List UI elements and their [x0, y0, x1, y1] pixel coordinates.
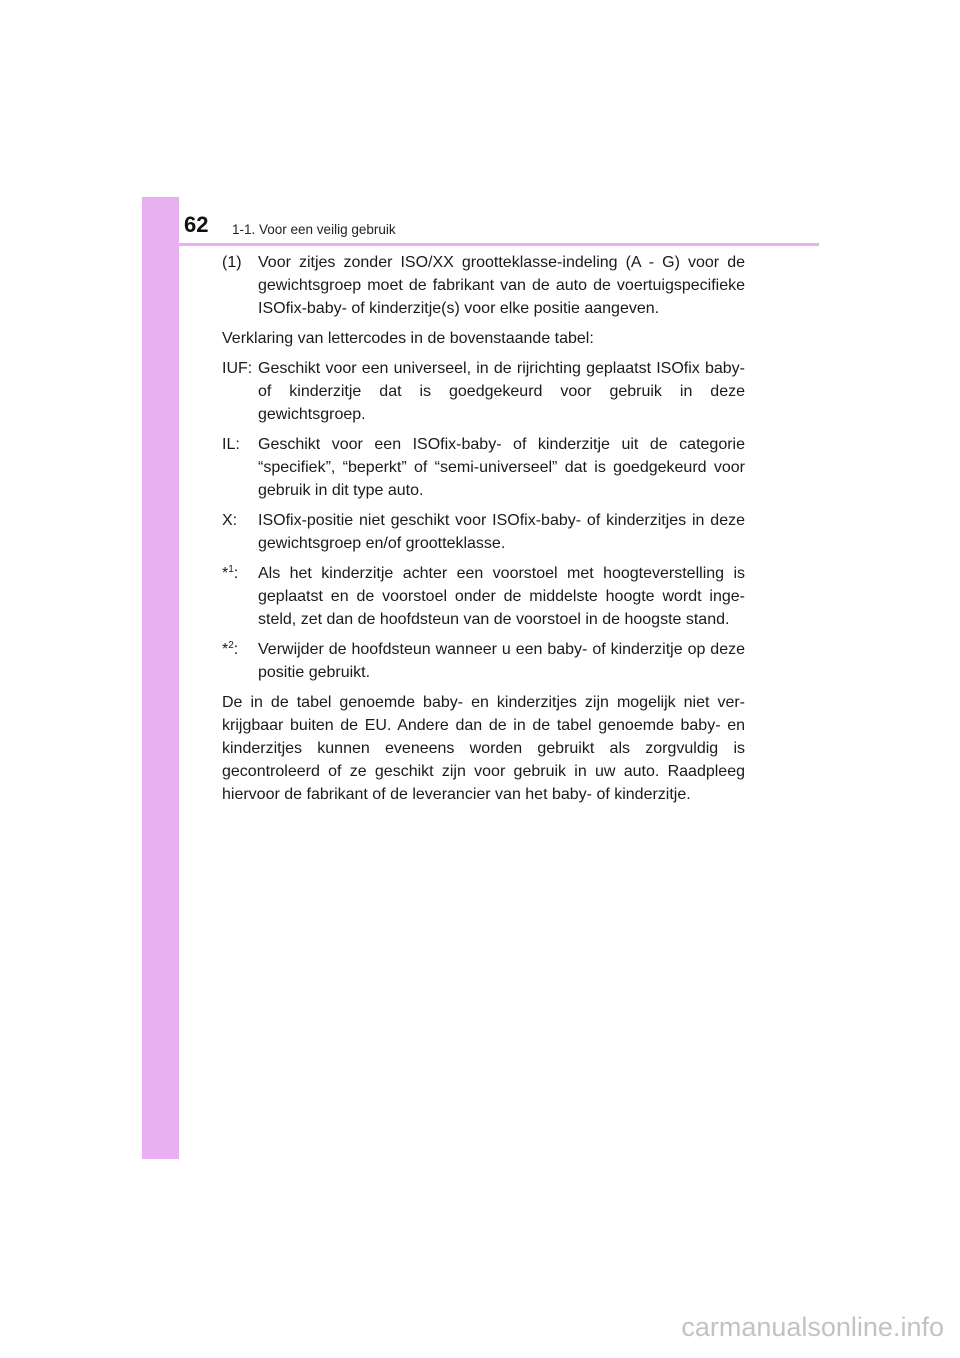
- legend-item-il: [222, 433, 745, 502]
- note-1-label: (1): [222, 254, 242, 271]
- legend-code: X:: [222, 512, 238, 529]
- footnote-asterisk: *: [222, 641, 229, 658]
- footnote-number: 2: [228, 640, 234, 651]
- legend-text: Geschikt voor een universeel, in de rijrichting geplaatst ISOfix baby- of kinderzitje dat is goedgekeurd voor gebruik in deze gewichtsgroep.: [258, 360, 745, 423]
- note-1-text: Voor zitjes zonder ISO/XX grootteklasse-indeling (A - G) voor de gewichtsgroep moet de fabrikant van de auto de voertuigspecifieke ISOfix-baby- of kinderzitje(s) voor elke positie aangeven.: [258, 254, 745, 317]
- footnote-text: Verwijder de hoofdsteun wanneer u een baby- of kinderzitje op deze positie gebruikt.: [258, 641, 745, 681]
- watermark: carmanualsonline.info: [681, 1312, 944, 1342]
- footnote-2: [222, 638, 745, 684]
- side-color-band: [142, 197, 179, 1159]
- footnote-number: 1: [228, 564, 234, 575]
- legend-item-iuf: [222, 357, 745, 426]
- legend-text: ISOfix-positie niet geschikt voor ISOfix-baby- of kinderzitjes in deze gewichtsgroep en/of grootteklasse.: [258, 512, 745, 552]
- header-rule: [142, 243, 819, 246]
- footnote-colon: :: [233, 565, 239, 582]
- footnote-asterisk: *: [222, 565, 229, 582]
- footnote-1: [222, 562, 745, 631]
- legend-code: IL:: [222, 436, 240, 453]
- legend-item-x: [222, 509, 745, 555]
- footnote-marker: [222, 562, 238, 585]
- footnote-marker: [222, 638, 238, 661]
- page-number: 62: [184, 212, 209, 237]
- legend-code: IUF:: [222, 360, 253, 377]
- legend-text: Geschikt voor een ISOfix-baby- of kinderzitje uit de categorie “specifiek”, “beperkt” of “semi-universeel” dat is goedgekeurd voor gebruik in dit type auto.: [258, 436, 745, 499]
- footnote-colon: :: [233, 641, 239, 658]
- footnote-text: Als het kinderzitje achter een voorstoel met hoogteverstelling is geplaatst en de voorstoel onder de middelste hoogte wordt ingesteld, zet dan de hoofdsteun van de voorstoel in de hoogste stand.: [258, 565, 745, 628]
- section-title: 1-1. Voor een veilig gebruik: [232, 222, 396, 237]
- legend-intro: Verklaring van lettercodes in de bovenstaande tabel:: [222, 330, 594, 347]
- page-content: [222, 251, 745, 813]
- closing-paragraph: De in de tabel genoemde baby- en kinderzitjes zijn mogelijk niet verkrijgbaar buiten de EU. Andere dan de in de tabel genoemde baby- en kinderzitjes kunnen eveneens worden gebruikt als zorgvuldig is gecontroleerd of ze geschikt zijn voor gebruik in uw auto. Raadpleeg hiervoor de fabrikant of de leverancier van het baby- of kinderzitje.: [222, 694, 745, 803]
- note-1: [222, 251, 745, 320]
